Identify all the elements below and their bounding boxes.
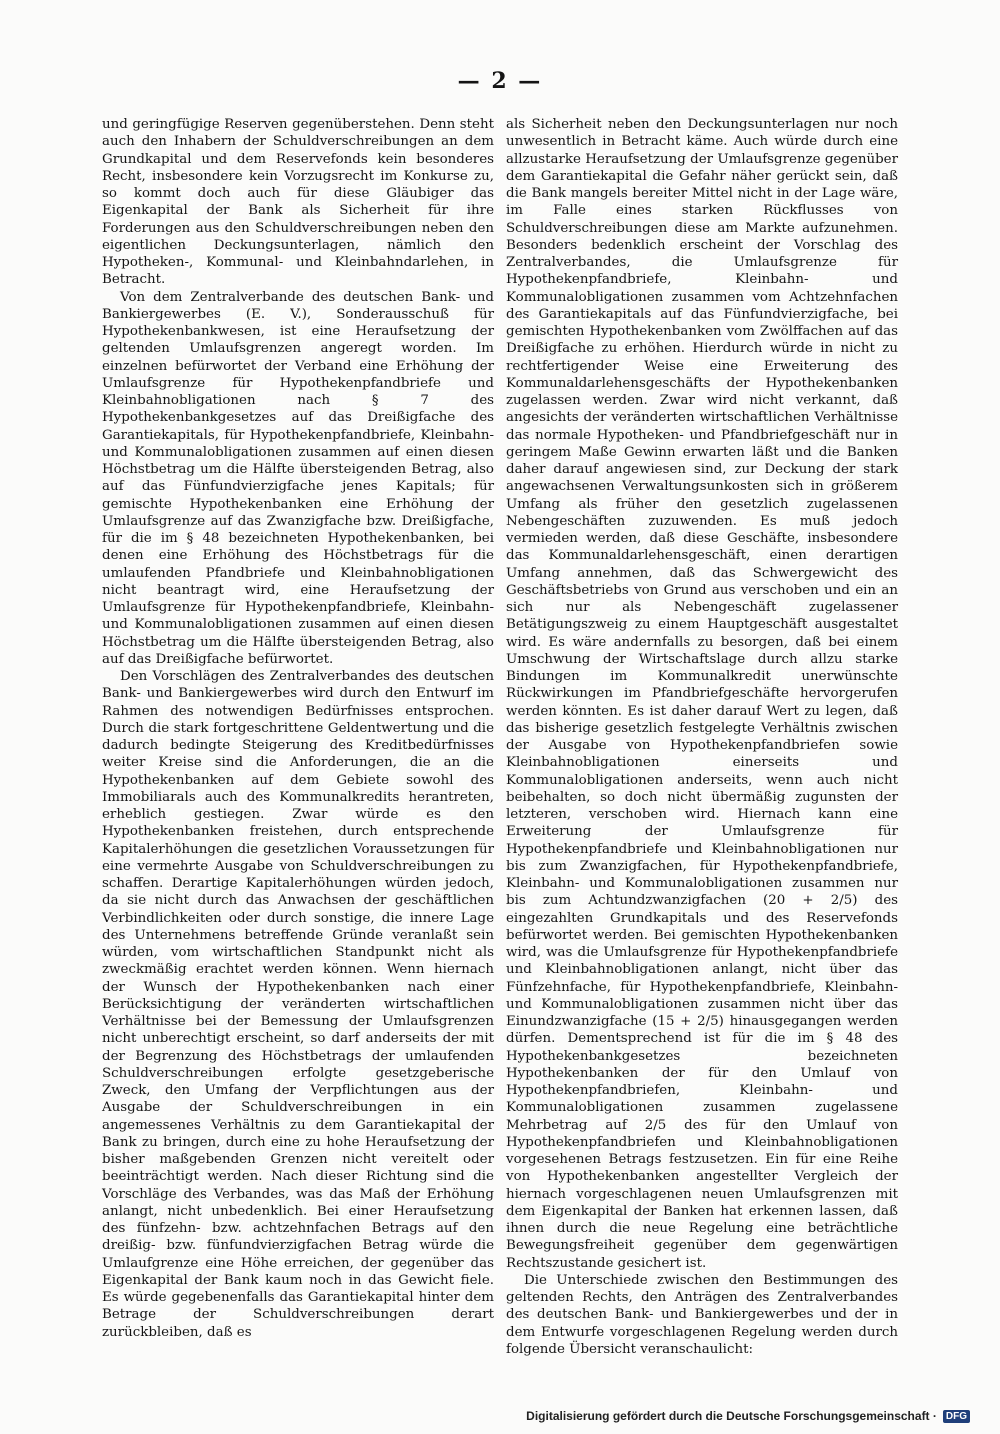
right-column — [506, 116, 898, 1358]
paragraph: Die Unterschiede zwischen den Bestimmungen des geltenden Rechts, den Anträgen des Zentralverbandes des deutschen Bank- und Bankiergewerbes und der in dem Entwurfe vorgeschlagenen Regelung werden durch folgende Übersicht veranschaulicht: — [506, 1272, 898, 1357]
left-column — [102, 116, 494, 1341]
paragraph: und geringfügige Reserven gegenüberstehen. Denn steht auch den Inhabern der Schuldverschreibungen an dem Grundkapital und dem Reservefonds kein besonderes Recht, insbesondere kein Vorzugsrecht im Konkurse zu, so kommt doch auch für diese Gläubiger das Eigenkapital der Bank als Sicherheit für ihre Forderungen aus den Schuldverschreibungen neben den eigentlichen Deckungsunterlagen, nämlich den Hypotheken-, Kommunal- und Kleinbahndarlehen, in Betracht. — [102, 117, 494, 288]
paragraph: Den Vorschlägen des Zentralverbandes des deutschen Bank- und Bankiergewerbes wird durch den Entwurf im Rahmen des notwendigen Bedürfnisses entsprochen. Durch die stark fortgeschrittene Geldentwertung und die dadurch bedingte Steigerung des Kreditbedürfnisses weiter Kreise sind die Anforderungen, die an die Hypothekenbanken auf dem Gebiete sowohl des Immobiliarals auch des Kommunalkredits herantreten, erheblich gestiegen. Zwar würde es den Hypothekenbanken freistehen, durch entsprechende Kapitalerhöhungen die gesetzlichen Voraussetzungen für eine vermehrte Ausgabe von Schuldverschreibungen zu schaffen. Derartige Kapitalerhöhungen würden jedoch, da sie nicht durch das Anwachsen der geschäftlichen Verbindlichkeiten oder durch sonstige, die innere Lage des Unternehmens betreffende Gründe veranlaßt sein würden, vom wirtschaftlichen Standpunkt nicht als zweckmäßig erachtet werden können. Wenn hiernach der Wunsch der Hypothekenbanken nach einer Berücksichtigung der veränderten wirtschaftlichen Verhältnisse bei der Bemessung der Umlaufsgrenzen nicht unberechtigt erscheint, so darf anderseits der mit der Begrenzung des Höchstbetrags der umlaufenden Schuldverschreibungen erfolgte gesetzgeberische Zweck, den Umfang der Verpflichtungen aus der Ausgabe der Schuldverschreibungen in ein angemessenes Verhältnis zu dem Garantiekapital der Bank zu bringen, durch eine zu hohe Heraufsetzung der bisher maßgebenden Grenzen nicht vereitelt oder beeinträchtigt werden. Nach dieser Richtung sind die Vorschläge des Verbandes, was das Maß der Erhöhung anlangt, nicht unbedenklich. Bei einer Heraufsetzung des fünfzehn- bzw. achtzehnfachen Betrags auf den dreißig- bzw. fünfundvierzigfachen Betrag würde die Umlaufgrenze eine Höhe erreichen, der gegenüber das Eigenkapital der Bank kaum noch in das Gewicht fiele. Es würde gegebenenfalls das Garantiekapital hinter dem Betrage der Schuldverschreibungen derart zurückbleiben, daß es — [102, 669, 494, 1340]
paragraph: als Sicherheit neben den Deckungsunterlagen nur noch unwesentlich in Betracht käme. Auch würde durch eine allzustarke Heraufsetzung der Umlaufsgrenze gegenüber dem Garantiekapital die Gefahr näher gerückt sein, daß die Bank mangels bereiter Mittel nicht in der Lage wäre, im Falle eines starken Rückflusses von Schuldverschreibungen diese am Markte aufzunehmen. Besonders bedenklich erscheint der Vorschlag des Zentralverbandes, die Umlaufsgrenze für Hypothekenpfandbriefe, Kleinbahn- und Kommunalobligationen zusammen vom Achtzehnfachen des Garantiekapitals auf das Fünfundvierzigfache, bei gemischten Hypothekenbanken vom Zwölffachen auf das Dreißigfache zu erhöhen. Hierdurch würde in nicht zu rechtfertigender Weise eine Erweiterung des Kommunaldarlehensgeschäfts der Hypothekenbanken zugelassen werden. Zwar wird nicht verkannt, daß angesichts der veränderten wirtschaftlichen Verhältnisse das normale Hypotheken- und Pfandbriefgeschäft nur in geringem Maße Gewinn erwarten läßt und die Banken daher darauf angewiesen sind, zur Deckung der stark angewachsenen Verwaltungsunkosten sich in größerem Umfang als früher den gesetzlich zugelassenen Nebengeschäften zuzuwenden. Es muß jedoch vermieden werden, daß diese Geschäfte, insbesondere das Kommunaldarlehensgeschäft, einen derartigen Umfang annehmen, daß das Schwergewicht des Geschäftsbetriebs von Grund aus verschoben und ein an sich nur als Nebengeschäft zugelassener Betätigungszweig zu einem Hauptgeschäft ausgestaltet wird. Es wäre andernfalls zu besorgen, daß bei einem Umschwung der Wirtschaftslage durch allzu starke Bindungen im Kommunalkredit unerwünschte Rückwirkungen im Pfandbriefgeschäfte hervorgerufen werden könnten. Es ist daher darauf Wert zu legen, daß das bisherige gesetzlich festgelegte Verhältnis zwischen der Ausgabe von Hypothekenpfandbriefen sowie Kleinbahnobligationen einerseits und Kommunalobligationen anderseits, wenn auch nicht beibehalten, so doch nicht übermäßig zugunsten der letzteren, verschoben wird. Hiernach kann eine Erweiterung der Umlaufsgrenze für Hypothekenpfandbriefe und Kleinbahnobligationen nur bis zum Zwanzigfachen, für Hypothekenpfandbriefe, Kleinbahn- und Kommunalobligationen zusammen nur bis zum Achtundzwanzigfachen (20 + 2/5) des eingezahlten Grundkapitals und des Reservefonds befürwortet werden. Bei gemischten Hypothekenbanken wird, was die Umlaufsgrenze für Hypothekenpfandbriefe und Kleinbahnobligationen anlangt, nicht über das Fünfzehnfache, für Hypothekenpfandbriefe, Kleinbahn- und Kommunalobligationen zusammen nicht über das Einundzwanzigfache (15 + 2/5) hinausgegangen werden dürfen. Dementsprechend ist für die im § 48 des Hypothekenbankgesetzes bezeichneten Hypothekenbanken der für den Umlauf von Hypothekenpfandbriefen, Kleinbahn- und Kommunalobligationen zusammen zugelassene Mehrbetrag auf 2/5 des für den Umlauf von Hypothekenpfandbriefen und Kleinbahnobligationen vorgesehenen Betrags festzusetzen. Ein für eine Reihe von Hypothekenbanken angestellter Vergleich der hiernach vorgeschlagenen neuen Umlaufsgrenzen mit dem Eigenkapital der Banken hat erkennen lassen, daß ihnen durch die neue Regelung eine beträchtliche Bewegungsfreiheit gegenüber dem gegenwärtigen Rechtszustande gesichert ist. — [506, 117, 898, 1271]
footer — [526, 1409, 970, 1423]
footer-text: Digitalisierung gefördert durch die Deutsche Forschungsgemeinschaft · — [526, 1409, 937, 1423]
page-number: — 2 — — [457, 68, 543, 94]
paragraph: Von dem Zentralverbande des deutschen Bank- und Bankiergewerbes (E. V.), Sonderausschuß für Hypothekenbankwesen, ist eine Heraufsetzung der geltenden Umlaufsgrenzen angeregt worden. Im einzelnen befürwortet der Verband eine Erhöhung der Umlaufsgrenze für Hypothekenpfandbriefe und Kleinbahnobligationen nach § 7 des Hypothekenbankgesetzes auf das Dreißigfache des Garantiekapitals, für Hypothekenpfandbriefe, Kleinbahn- und Kommunalobligationen zusammen auf einen diesen Höchstbetrag um die Hälfte übersteigenden Betrag, also auf das Fünfundvierzigfache jenes Kapitals; für gemischte Hypothekenbanken eine Erhöhung der Umlaufsgrenze auf das Zwanzigfache bzw. Dreißigfache, für die im § 48 bezeichneten Hypothekenbanken, bei denen eine Erhöhung des Höchstbetrags für die umlaufenden Pfandbriefe und Kleinbahnobligationen nicht beantragt wird, eine Heraufsetzung der Umlaufsgrenze für Hypothekenpfandbriefe, Kleinbahn- und Kommunalobligationen zusammen auf einen diesen Höchstbetrag um die Hälfte übersteigenden Betrag, also auf das Dreißigfache befürwortet. — [102, 289, 494, 667]
dfg-logo: DFG — [943, 1410, 970, 1423]
